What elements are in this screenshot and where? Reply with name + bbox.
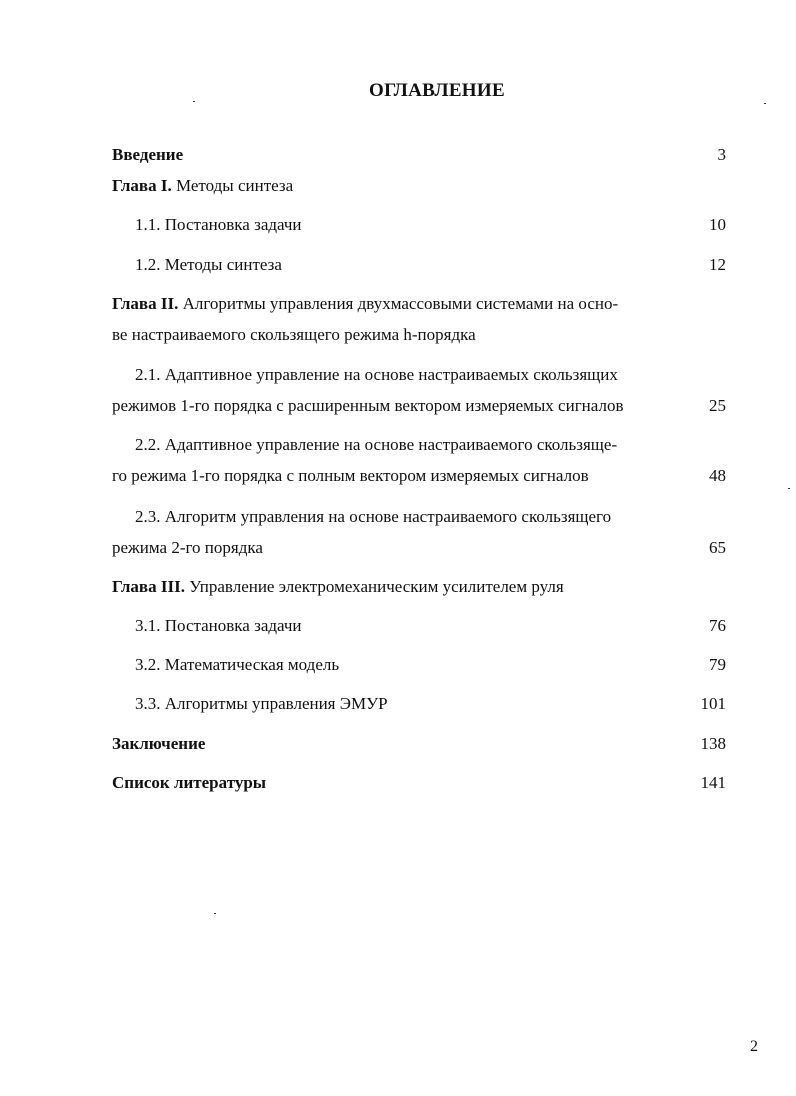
toc-page-number: 25 bbox=[709, 396, 726, 415]
scan-speck bbox=[193, 101, 195, 102]
toc-section-3-3[interactable] bbox=[135, 693, 726, 715]
page-number: 2 bbox=[750, 1038, 758, 1055]
toc-entry-label: 2.2. Адаптивное управление на основе настраиваемого скользяще- bbox=[135, 435, 618, 454]
toc-chapter-2-continuation[interactable] bbox=[112, 324, 726, 346]
toc-chapter-3[interactable] bbox=[112, 576, 726, 598]
toc-entry-label: 2.1. Адаптивное управление на основе настраиваемых скользящих bbox=[135, 365, 618, 384]
toc-entry-intro[interactable] bbox=[112, 144, 726, 166]
toc-section-2-3[interactable] bbox=[135, 506, 726, 528]
scan-speck bbox=[764, 103, 766, 104]
toc-chapter-1[interactable] bbox=[112, 175, 726, 197]
chapter-prefix: Глава III. bbox=[112, 577, 185, 596]
toc-entry-label: 1.2. Методы синтеза bbox=[135, 255, 282, 274]
toc-section-3-2[interactable] bbox=[135, 654, 726, 676]
toc-page-number: 12 bbox=[709, 255, 726, 274]
toc-entry-label: 2.3. Алгоритм управления на основе настраиваемого скользящего bbox=[135, 507, 612, 526]
toc-entry-references[interactable] bbox=[112, 772, 726, 794]
chapter-title: Управление электромеханическим усилителем руля bbox=[184, 577, 564, 596]
page-title: ОГЛАВЛЕНИЕ bbox=[369, 80, 505, 101]
chapter-title: Методы синтеза bbox=[171, 176, 294, 195]
toc-entry-label-cont: режимов 1-го порядка с расширенным вектором измеряемых сигналов bbox=[112, 396, 624, 415]
toc-section-2-2-continuation[interactable] bbox=[112, 465, 726, 487]
toc-page-number: 141 bbox=[700, 773, 726, 792]
toc-section-2-1-continuation[interactable] bbox=[112, 395, 726, 417]
toc-page-number: 79 bbox=[709, 655, 726, 674]
toc-page-number: 65 bbox=[709, 538, 726, 557]
chapter-prefix: Глава I. bbox=[112, 176, 172, 195]
toc-page-number: 101 bbox=[700, 694, 726, 713]
toc-section-3-1[interactable] bbox=[135, 615, 726, 637]
toc-entry-conclusion[interactable] bbox=[112, 733, 726, 755]
chapter-title: Алгоритмы управления двухмассовыми системами на осно- bbox=[178, 294, 619, 313]
toc-entry-label: Введение bbox=[112, 145, 184, 164]
toc-section-2-3-continuation[interactable] bbox=[112, 537, 726, 559]
chapter-title-cont: ве настраиваемого скользящего режима h-порядка bbox=[112, 325, 476, 344]
toc-section-2-2[interactable] bbox=[135, 434, 726, 456]
toc-section-1-1[interactable] bbox=[135, 214, 726, 236]
scan-speck bbox=[214, 913, 216, 914]
toc-page-number: 48 bbox=[709, 466, 726, 485]
toc-entry-label: 3.2. Математическая модель bbox=[135, 655, 340, 674]
toc-section-1-2[interactable] bbox=[135, 254, 726, 276]
toc-entry-label: 1.1. Постановка задачи bbox=[135, 215, 302, 234]
toc-entry-label: 3.3. Алгоритмы управления ЭМУР bbox=[135, 694, 388, 713]
chapter-prefix: Глава II. bbox=[112, 294, 179, 313]
toc-entry-label: Список литературы bbox=[112, 773, 267, 792]
toc-page-number: 76 bbox=[709, 616, 726, 635]
toc-page-number: 10 bbox=[709, 215, 726, 234]
toc-entry-label: Заключение bbox=[112, 734, 206, 753]
toc-page-number: 138 bbox=[700, 734, 726, 753]
toc-page-number: 3 bbox=[717, 145, 726, 164]
scan-speck bbox=[788, 488, 790, 489]
toc-entry-label: 3.1. Постановка задачи bbox=[135, 616, 302, 635]
toc-chapter-2[interactable] bbox=[112, 293, 726, 315]
toc-entry-label-cont: го режима 1-го порядка с полным вектором измеряемых сигналов bbox=[112, 466, 589, 485]
toc-entry-label-cont: режима 2-го порядка bbox=[112, 538, 263, 557]
toc-section-2-1[interactable] bbox=[135, 364, 726, 386]
